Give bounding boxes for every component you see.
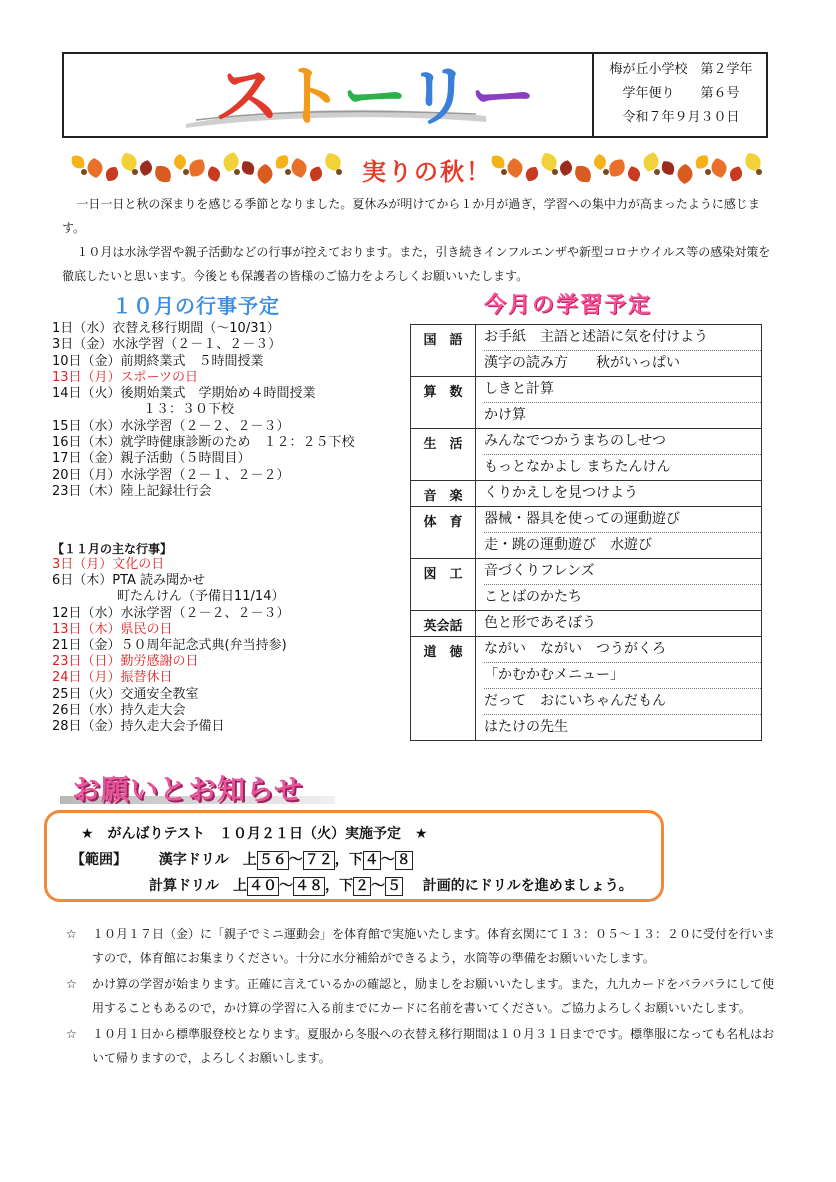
header-info bbox=[592, 54, 768, 136]
acorn-icon bbox=[183, 169, 189, 175]
event-item: 12日（水）水泳学習（２－２、２－３） bbox=[52, 605, 290, 621]
acorn-icon bbox=[285, 169, 291, 175]
study-row bbox=[411, 377, 762, 429]
study-row bbox=[411, 325, 762, 377]
event-item: 25日（火）交通安全教室 bbox=[52, 686, 199, 702]
study-topic: 漢字の読み方 秋がいっぱい bbox=[484, 355, 680, 371]
issue-number: 学年便り 第６号 bbox=[622, 86, 740, 101]
section-title: 実りの秋！ bbox=[362, 158, 492, 186]
study-topic: お手紙 主語と述語に気を付けよう bbox=[484, 325, 761, 351]
leaf-icon bbox=[523, 164, 541, 184]
leaf-icon bbox=[727, 164, 744, 183]
study-row bbox=[411, 611, 762, 637]
calc-range-line: 計算ドリル 上 ４０ ～ ４８ ，下 ２ ～ ５ 計画的にドリルを進めましょう。 bbox=[149, 878, 633, 894]
leaf-icon bbox=[594, 154, 607, 171]
study-topic: くりかえしを見つけよう bbox=[484, 485, 638, 501]
event-item: １３：３０下校 bbox=[52, 402, 235, 418]
star-icon: ☆ bbox=[66, 977, 77, 991]
leaf-icon bbox=[626, 164, 643, 183]
intro-paragraph: １０月は水泳学習や親子活動などの行事が控えております。また，引き続きインフルエンザや新型コロナウイルス等の感染対策を徹底したいと思います。今後とも保護者の皆様のご協力をよろしくお願いいたします。 bbox=[62, 245, 771, 283]
newsletter-logo bbox=[214, 58, 534, 136]
leaf-icon bbox=[174, 154, 187, 171]
leaf-icon bbox=[307, 164, 324, 183]
issue-date: 令和７年９月３０日 bbox=[622, 110, 740, 125]
event-item: 24日（月）振替休日 bbox=[52, 670, 173, 686]
event-item: 13日（木）県民の日 bbox=[52, 621, 173, 637]
study-topic: ながい ながい つうがくろ bbox=[484, 637, 761, 663]
event-item: 23日（日）勤労感謝の日 bbox=[52, 654, 199, 670]
october-events-list bbox=[52, 321, 412, 500]
study-row bbox=[411, 429, 762, 481]
leaf-icon bbox=[185, 156, 209, 181]
subject-content bbox=[476, 611, 762, 637]
kanji-page: ４ bbox=[364, 852, 379, 868]
autumn-leaves-right bbox=[490, 150, 770, 190]
logo-character: ス bbox=[214, 58, 278, 135]
subject-content bbox=[476, 481, 762, 507]
subject-name: 算 数 bbox=[411, 377, 476, 429]
acorn-icon bbox=[81, 169, 87, 175]
event-item: 23日（木）陸上記録壮行会 bbox=[52, 483, 212, 499]
october-events-heading: １０月の行事予定 bbox=[112, 294, 280, 318]
subject-content bbox=[476, 559, 762, 611]
leaf-icon bbox=[257, 164, 273, 185]
study-topic: はたけの先生 bbox=[484, 719, 568, 735]
subject-content bbox=[476, 325, 762, 377]
study-row bbox=[411, 637, 762, 741]
november-events-list bbox=[52, 557, 412, 735]
leaf-icon bbox=[709, 156, 728, 179]
study-row bbox=[411, 559, 762, 611]
calc-page: ４０ bbox=[249, 878, 277, 894]
acorn-icon bbox=[756, 169, 762, 175]
leaf-icon bbox=[272, 152, 291, 172]
logo-character: ー bbox=[342, 58, 406, 135]
study-topic: ことばのかたち bbox=[484, 589, 582, 605]
intro-text bbox=[62, 192, 774, 288]
range-label: 【範囲】 bbox=[71, 852, 127, 868]
event-item: 6日（木）PTA 読み聞かせ bbox=[52, 573, 206, 589]
study-topic: 「かむかむメニュー」 bbox=[484, 663, 761, 689]
notice-item: ☆ １０月１日から標準服登校となります。夏服から冬服への衣替え移行期間は１０月３１日までです。標準服になっても名札はおいて帰りますので，よろしくお願いします。 bbox=[62, 1022, 776, 1070]
event-item: 21日（金）５０周年記念式典(弁当持参) bbox=[52, 638, 287, 654]
logo-character: ー bbox=[470, 58, 534, 135]
event-item: 17日（金）親子活動（５時間目） bbox=[52, 451, 251, 467]
calc-page: ５ bbox=[387, 878, 401, 894]
notice-heading: お願いとお知らせ bbox=[72, 773, 304, 806]
study-topic: みんなでつかうまちのしせつ bbox=[484, 429, 761, 455]
kanji-page: ７２ bbox=[304, 852, 333, 868]
autumn-leaves-left bbox=[70, 150, 350, 190]
notice-item: ☆ かけ算の学習が始まります。正確に言えているかの確認と，励ましをお願いいたします。また，九九カードをバラバラにして使用することもあるので，かけ算の学習に入る前までにカードに名前を書いてください。ご協力よろしくお願いいたします。 bbox=[62, 972, 776, 1020]
leaf-icon bbox=[289, 156, 308, 179]
leaf-icon bbox=[238, 158, 257, 178]
leaf-icon bbox=[658, 158, 677, 178]
leaf-icon bbox=[206, 164, 223, 183]
subject-name: 音 楽 bbox=[411, 481, 476, 507]
event-item: 14日（火）後期始業式 学期始め４時間授業 bbox=[52, 386, 316, 402]
event-item: 13日（月）スポーツの日 bbox=[52, 369, 199, 385]
event-item: 3日（月）文化の日 bbox=[52, 557, 165, 572]
study-topic: かけ算 bbox=[484, 407, 526, 423]
subject-content bbox=[476, 507, 762, 559]
subject-name: 英会話 bbox=[411, 611, 476, 637]
leaf-icon bbox=[86, 157, 104, 179]
study-plan-table bbox=[410, 324, 762, 741]
subject-content bbox=[476, 377, 762, 429]
leaf-icon bbox=[506, 157, 524, 179]
subject-name: 図 工 bbox=[411, 559, 476, 611]
study-topic: 色と形であそぼう bbox=[484, 615, 596, 631]
leaf-icon bbox=[677, 164, 693, 185]
leaf-icon bbox=[138, 159, 153, 177]
notice-item: ☆ １０月１７日（金）に「親子でミニ運動会」を体育館で実施いたします。体育玄関にて１３：０５～１３：２０に受付を行いますので，体育館にお集まりください。十分に水分補給ができるよう，水筒等の準備をお願いいたします。 bbox=[62, 922, 776, 970]
leaf-icon bbox=[605, 156, 629, 181]
acorn-icon bbox=[234, 169, 240, 175]
subject-content bbox=[476, 637, 762, 741]
event-item: 16日（木）就学時健康診断のため １２：２５下校 bbox=[52, 435, 355, 451]
leaf-icon bbox=[103, 164, 121, 184]
study-row bbox=[411, 507, 762, 559]
study-topic: だって おにいちゃんだもん bbox=[484, 689, 761, 715]
newsletter-header bbox=[62, 52, 768, 138]
calc-page: ４８ bbox=[295, 878, 323, 894]
study-topic: 走・跳の運動遊び 水遊び bbox=[484, 537, 652, 553]
intro-paragraph: 一日一日と秋の深まりを感じる季節となりました。夏休みが明けてから１か月が過ぎ，学習への集中力が高まったように感じます。 bbox=[62, 197, 760, 235]
study-topic: 音づくりフレンズ bbox=[484, 559, 761, 585]
logo-character: リ bbox=[406, 58, 470, 135]
acorn-icon bbox=[654, 169, 660, 175]
leaf-icon bbox=[558, 159, 573, 177]
subject-name: 国 語 bbox=[411, 325, 476, 377]
leaf-icon bbox=[490, 152, 508, 172]
calc-page: ２ bbox=[355, 878, 369, 894]
star-icon: ☆ bbox=[66, 927, 77, 941]
leaf-icon bbox=[571, 162, 595, 187]
logo-character: ト bbox=[278, 58, 342, 135]
event-item: 20日（月）水泳学習（２－１、２－２） bbox=[52, 467, 290, 483]
november-events-heading: 【１１月の主な行事】 bbox=[52, 542, 173, 556]
acorn-icon bbox=[603, 169, 609, 175]
acorn-icon bbox=[552, 169, 558, 175]
test-notice-box bbox=[44, 810, 664, 902]
leaf-icon bbox=[151, 162, 175, 187]
notice-bullets bbox=[62, 922, 776, 1072]
subject-name: 道 徳 bbox=[411, 637, 476, 741]
study-topic: しきと計算 bbox=[484, 377, 761, 403]
event-item: 28日（金）持久走大会予備日 bbox=[52, 719, 225, 735]
acorn-icon bbox=[336, 169, 342, 175]
subject-content bbox=[476, 429, 762, 481]
kanji-page: ５６ bbox=[258, 852, 287, 868]
leaf-icon bbox=[692, 152, 711, 172]
event-item: 26日（水）持久走大会 bbox=[52, 702, 186, 718]
study-topic: 器械・器具を使っての運動遊び bbox=[484, 507, 761, 533]
subject-name: 生 活 bbox=[411, 429, 476, 481]
kanji-drill-label: 漢字ドリル 上 bbox=[158, 852, 257, 868]
acorn-icon bbox=[132, 169, 138, 175]
subject-name: 体 育 bbox=[411, 507, 476, 559]
calc-advice: 計画的にドリルを進めましょう。 bbox=[422, 878, 633, 894]
acorn-icon bbox=[501, 169, 507, 175]
test-date-line: ★ がんばりテスト １０月２１日（火）実施予定 ★ bbox=[81, 826, 428, 842]
study-topic: もっとなかよし まちたんけん bbox=[484, 459, 671, 475]
study-row bbox=[411, 481, 762, 507]
star-icon: ☆ bbox=[66, 1027, 77, 1041]
study-plan-heading: 今月の学習予定 bbox=[484, 293, 653, 318]
event-item: 3日（金）水泳学習（２－１、２－３） bbox=[52, 337, 282, 353]
event-item: 10日（金）前期終業式 ５時間授業 bbox=[52, 353, 264, 369]
leaf-icon bbox=[70, 152, 88, 172]
school-name: 梅が丘小学校 第２学年 bbox=[609, 62, 753, 77]
event-item: 町たんけん（予備日11/14） bbox=[52, 589, 285, 605]
kanji-range-line: 【範囲】 漢字ドリル 上 ５６ ～ ７２ ，下 ４ ～ ８ bbox=[71, 852, 411, 868]
kanji-page: ８ bbox=[396, 852, 411, 868]
event-item: 15日（水）水泳学習（２－２、２－３） bbox=[52, 418, 290, 434]
calc-drill-label: 計算ドリル 上 bbox=[149, 878, 247, 894]
acorn-icon bbox=[705, 169, 711, 175]
event-item: 1日（水）衣替え移行期間（～10/31） bbox=[52, 321, 280, 336]
